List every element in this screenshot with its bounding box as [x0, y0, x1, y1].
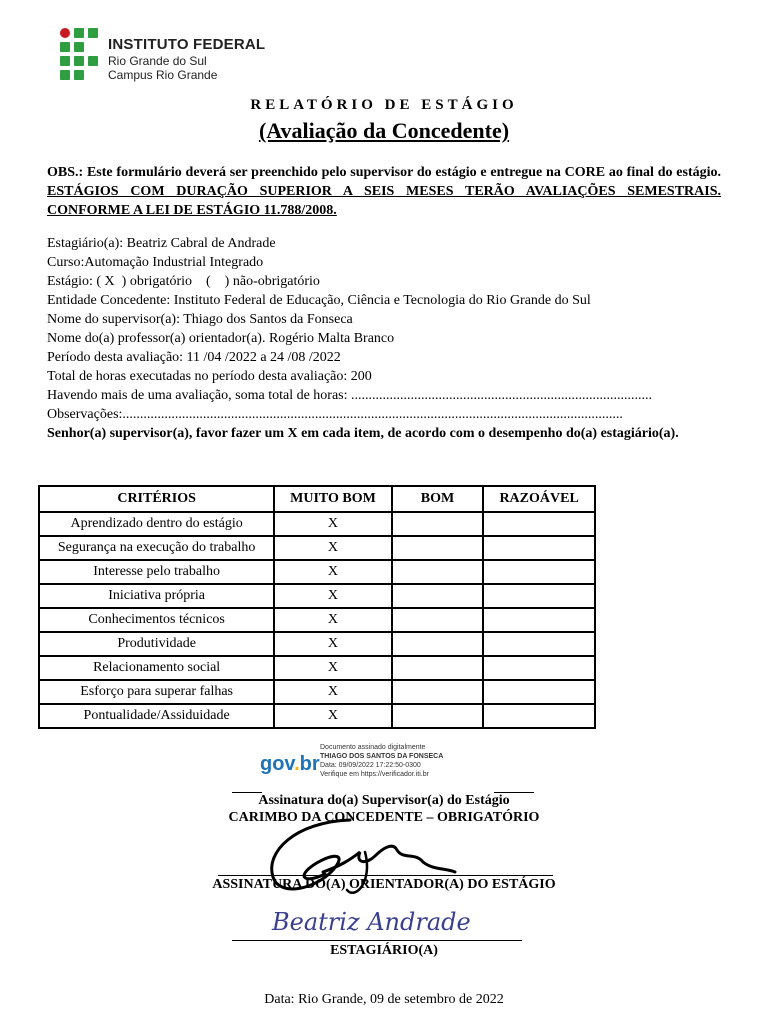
- muito-bom-cell: X: [274, 608, 391, 632]
- criterio-cell: Interesse pelo trabalho: [39, 560, 274, 584]
- govbr-date: Data: 09/09/2022 17:22:50-0300: [320, 762, 421, 769]
- criterio-cell: Conhecimentos técnicos: [39, 608, 274, 632]
- obs-underlined: ESTÁGIOS COM DURAÇÃO SUPERIOR A SEIS MESES TERÃO AVALIAÇÕES SEMESTRAIS. CONFORME A LEI DE ESTÁGIO 11.788/2008.: [47, 184, 721, 218]
- field-curso: Curso:Automação Industrial Integrado: [47, 255, 264, 270]
- bom-cell: [392, 512, 484, 536]
- table-row: [39, 536, 595, 560]
- govbr-signer: THIAGO DOS SANTOS DA FONSECA: [320, 753, 444, 760]
- orientador-signature-label: ASSINATURA DO(A) ORIENTADOR(A) DO ESTÁGIO: [212, 877, 556, 892]
- field-periodo: Período desta avaliação: 11 /04 /2022 a 24 /08 /2022: [47, 350, 341, 365]
- criterio-cell: Aprendizado dentro do estágio: [39, 512, 274, 536]
- table-header-row: [39, 486, 595, 512]
- muito-bom-cell: X: [274, 512, 391, 536]
- field-estagiario: Estagiário(a): Beatriz Cabral de Andrade: [47, 236, 276, 251]
- bom-cell: [392, 656, 484, 680]
- field-horas: Total de horas executadas no período desta avaliação: 200: [47, 369, 372, 384]
- muito-bom-cell: X: [274, 584, 391, 608]
- muito-bom-cell: X: [274, 632, 391, 656]
- document-date: Data: Rio Grande, 09 de setembro de 2022: [264, 992, 504, 1007]
- criteria-table: [38, 485, 596, 729]
- table-row: [39, 584, 595, 608]
- header-razoavel: RAZOÁVEL: [483, 486, 595, 512]
- govbr-line1: Documento assinado digitalmente: [320, 744, 426, 751]
- razoavel-cell: [483, 512, 595, 536]
- table-row: [39, 680, 595, 704]
- table-row: [39, 512, 595, 536]
- document-title: RELATÓRIO DE ESTÁGIO: [250, 97, 518, 113]
- header-muito-bom: MUITO BOM: [274, 486, 391, 512]
- govbr-signature-stamp: [258, 741, 458, 785]
- estagiario-label: ESTAGIÁRIO(A): [330, 943, 438, 958]
- header-criterios: CRITÉRIOS: [39, 486, 274, 512]
- razoavel-cell: [483, 680, 595, 704]
- criterio-cell: Segurança na execução do trabalho: [39, 536, 274, 560]
- bom-cell: [392, 584, 484, 608]
- estagiario-handwritten-signature: [266, 900, 476, 940]
- logo-title: INSTITUTO FEDERAL: [108, 36, 266, 53]
- bom-cell: [392, 632, 484, 656]
- obs-intro: OBS.: Este formulário deverá ser preenchido pelo supervisor do estágio e entregue na CORE ao final do estágio.: [47, 165, 721, 180]
- supervisor-signature-label: Assinatura do(a) Supervisor(a) do Estágio: [258, 793, 510, 808]
- razoavel-cell: [483, 704, 595, 728]
- table-row: [39, 656, 595, 680]
- field-havendo: Havendo mais de uma avaliação, soma total de horas: ......................................................................................: [47, 388, 653, 403]
- logo-grid-icon: [60, 28, 102, 82]
- muito-bom-cell: X: [274, 536, 391, 560]
- table-row: [39, 560, 595, 584]
- document-subtitle: (Avaliação da Concedente): [258, 118, 510, 143]
- obs-paragraph: [47, 163, 721, 220]
- estagiario-signature-text: Beatriz Andrade: [272, 908, 471, 936]
- bom-cell: [392, 608, 484, 632]
- field-entidade: Entidade Concedente: Instituto Federal de Educação, Ciência e Tecnologia do Rio Grande do Sul: [47, 293, 591, 308]
- table-row: [39, 608, 595, 632]
- criterio-cell: Pontualidade/Assiduidade: [39, 704, 274, 728]
- razoavel-cell: [483, 632, 595, 656]
- razoavel-cell: [483, 608, 595, 632]
- razoavel-cell: [483, 536, 595, 560]
- bom-cell: [392, 704, 484, 728]
- carimbo-label: CARIMBO DA CONCEDENTE – OBRIGATÓRIO: [228, 810, 540, 825]
- bom-cell: [392, 680, 484, 704]
- criterio-cell: Esforço para superar falhas: [39, 680, 274, 704]
- muito-bom-cell: X: [274, 656, 391, 680]
- criterio-cell: Produtividade: [39, 632, 274, 656]
- field-orientador: Nome do(a) professor(a) orientador(a). Rogério Malta Branco: [47, 331, 395, 346]
- estagiario-signature-line: [232, 940, 522, 941]
- field-instrucao: Senhor(a) supervisor(a), favor fazer um X em cada item, de acordo com o desempenho do(a) estagiário(a).: [47, 426, 679, 441]
- muito-bom-cell: X: [274, 680, 391, 704]
- institution-logo: [60, 28, 290, 88]
- field-observacoes: Observações:...............................................................................................................................................: [47, 407, 623, 422]
- razoavel-cell: [483, 560, 595, 584]
- bom-cell: [392, 536, 484, 560]
- logo-subtitle-1: Rio Grande do Sul: [108, 54, 207, 68]
- muito-bom-cell: X: [274, 560, 391, 584]
- logo-subtitle-2: Campus Rio Grande: [108, 68, 218, 82]
- table-row: [39, 632, 595, 656]
- govbr-logo: gov.br: [260, 753, 320, 775]
- govbr-verify: Verifique em https://verificador.iti.br: [320, 771, 429, 778]
- criterio-cell: Relacionamento social: [39, 656, 274, 680]
- field-supervisor: Nome do supervisor(a): Thiago dos Santos da Fonseca: [47, 312, 353, 327]
- form-fields: [47, 234, 727, 443]
- header-bom: BOM: [392, 486, 484, 512]
- field-estagio: Estágio: ( X ) obrigatório ( ) não-obrigatório: [47, 274, 320, 289]
- muito-bom-cell: X: [274, 704, 391, 728]
- bom-cell: [392, 560, 484, 584]
- razoavel-cell: [483, 656, 595, 680]
- table-row: [39, 704, 595, 728]
- criterio-cell: Iniciativa própria: [39, 584, 274, 608]
- orientador-handwritten-signature: [255, 812, 475, 902]
- razoavel-cell: [483, 584, 595, 608]
